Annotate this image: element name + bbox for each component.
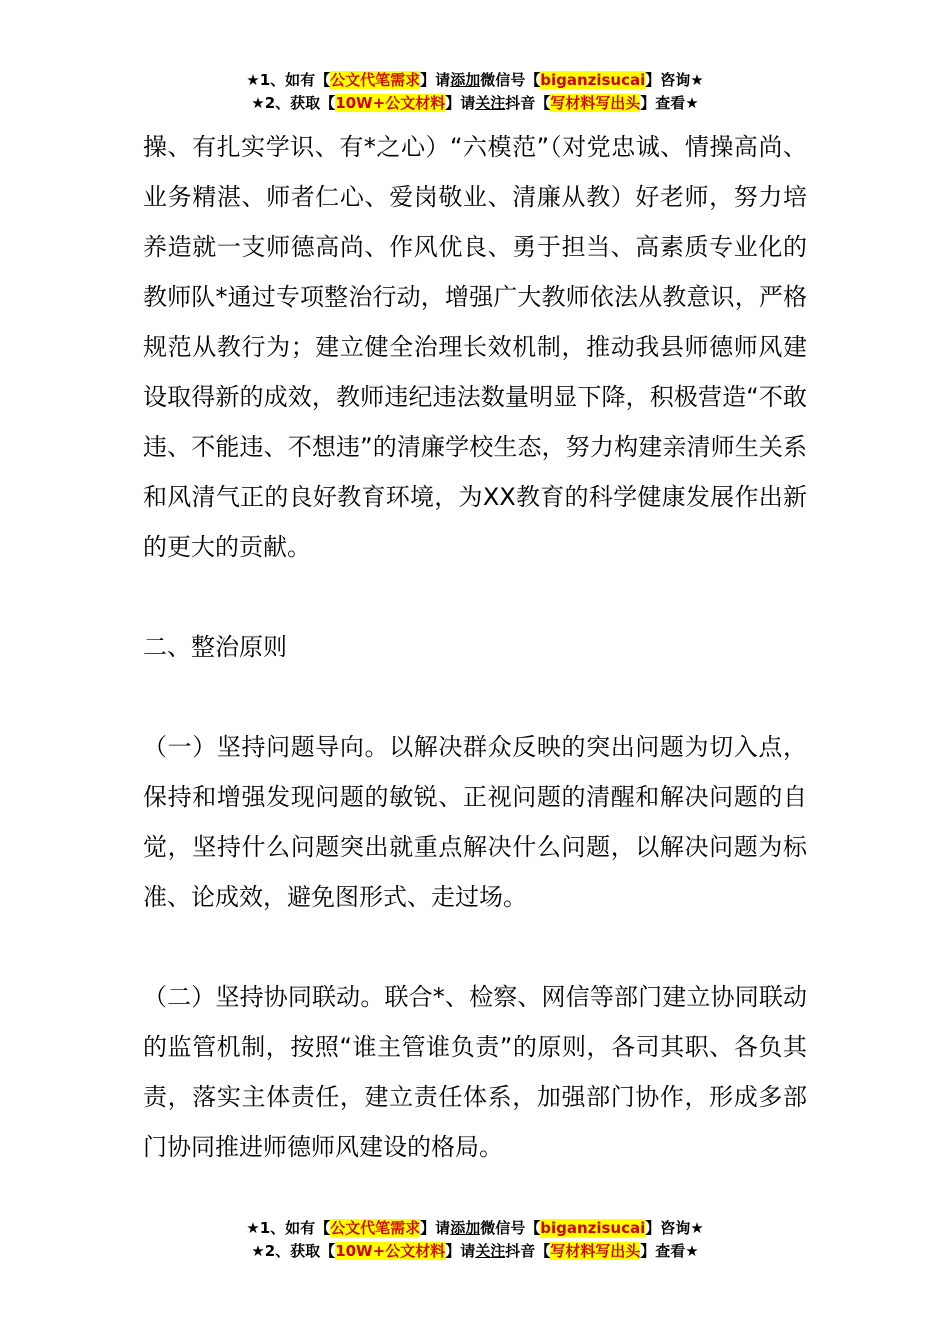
body-paragraph: 操、有扎实学识、有*之心）“六模范”（对党忠诚、情操高尚、业务精湛、师者仁心、爱岗敬业、清廉从教）好老师，努力培养造就一支师德高尚、作风优良、勇于担当、高素质专业化的教师队*通过专项整治行动，增强广大教师依法从教意识，严格规范从教行为；建立健全治理长效机制，推动我县师德师风建设取得新的成效，教师违纪违法数量明显下降，积极营造“不敢违、不能违、不想违”的清廉学校生态，努力构建亲清师生关系和风清气正的良好教育环境，为XX教育的科学健康发展作出新的更大的贡献。: [143, 133, 807, 561]
banner-highlight: 10W+公文材料: [335, 1242, 446, 1260]
banner-line-2: ★2、获取【10W+公文材料】请关注抖音【写材料写出头】查看★: [251, 1242, 699, 1260]
banner-line-1: ★1、如有【公文代笔需求】请添加微信号【biganzisucai】咨询★: [246, 71, 704, 89]
top-banner: [0, 69, 950, 115]
banner-highlight: 写材料写出头: [550, 94, 641, 112]
body-paragraph: （二）坚持协同联动。联合*、检察、网信等部门建立协同联动的监管机制，按照“谁主管谁负责”的原则，各司其职、各负其责，落实主体责任，建立责任体系，加强部门协作，形成多部门协同推进师德师风建设的格局。: [143, 983, 807, 1161]
section-heading: 二、整治原则: [143, 633, 287, 661]
banner-highlight: 10W+公文材料: [335, 94, 446, 112]
banner-line-2: ★2、获取【10W+公文材料】请关注抖音【写材料写出头】查看★: [251, 94, 699, 112]
banner-line-1: ★1、如有【公文代笔需求】请添加微信号【biganzisucai】咨询★: [246, 1219, 704, 1237]
banner-highlight: biganzisucai: [540, 71, 646, 89]
banner-highlight: 公文代笔需求: [330, 1219, 421, 1237]
bottom-banner: [0, 1217, 950, 1263]
body-paragraph: （一）坚持问题导向。以解决群众反映的突出问题为切入点，保持和增强发现问题的敏锐、正视问题的清醒和解决问题的自觉，坚持什么问题突出就重点解决什么问题，以解决问题为标准、论成效，避免图形式、走过场。: [143, 733, 807, 911]
banner-highlight: 公文代笔需求: [330, 71, 421, 89]
document-body: [143, 122, 807, 1172]
banner-highlight: biganzisucai: [540, 1219, 646, 1237]
banner-highlight: 写材料写出头: [550, 1242, 641, 1260]
